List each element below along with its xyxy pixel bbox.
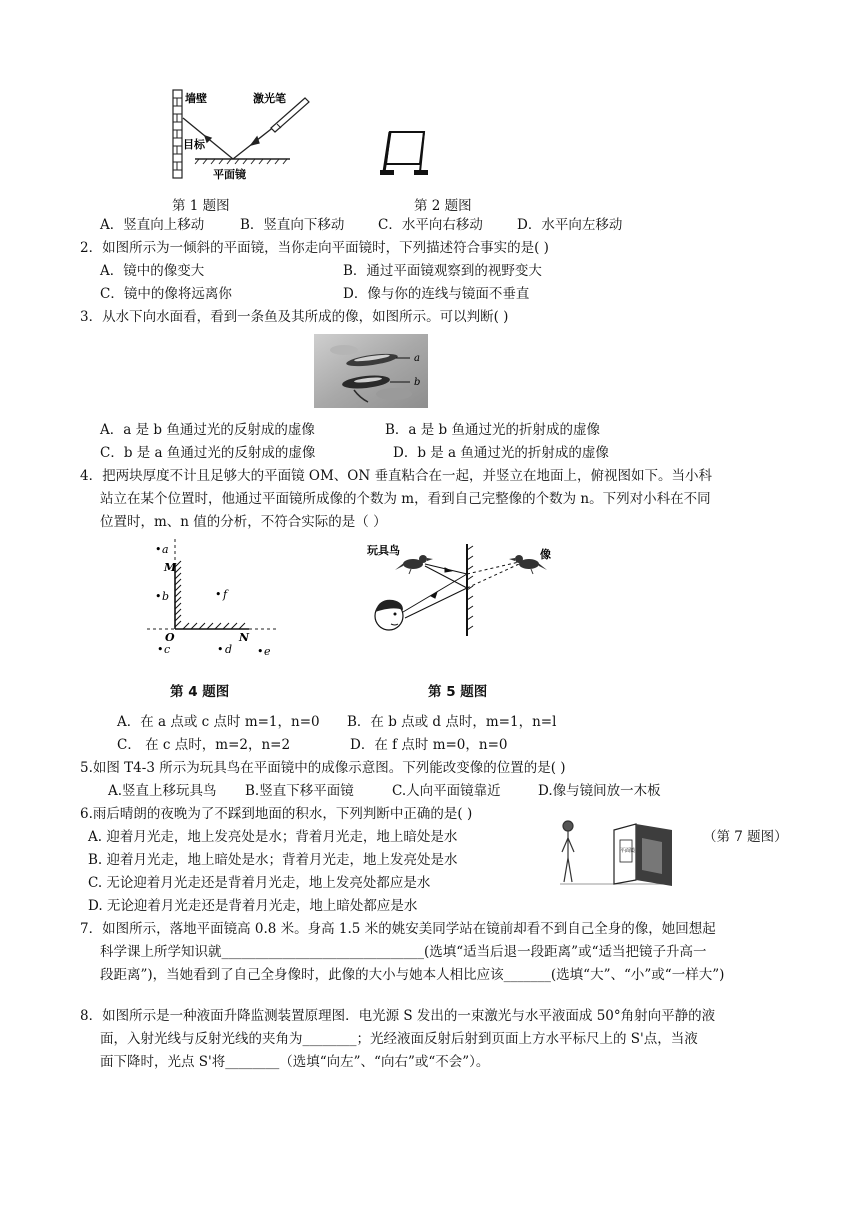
q5-option-d: D.像与镜间放一木板 (538, 783, 661, 799)
q1-option-a: A．竖直向上移动 (100, 217, 205, 233)
q3-option-d: D．b 是 a 鱼通过光的折射成的虚像 (393, 445, 609, 461)
person-head (375, 600, 403, 630)
mirror-frame (614, 824, 672, 886)
q2-option-a: A．镜中的像变大 (100, 263, 205, 279)
q6-option-c: C. 无论迎着月光走还是背着月光走，地上发亮处都应是水 (88, 875, 431, 891)
q3-stem: 3．从水下向水面看，看到一条鱼及其所成的像，如图所示。可以判断( ) (80, 309, 509, 325)
label-o: O (165, 631, 175, 644)
figure-4-caption: 第 4 题图 (170, 684, 230, 700)
svg-text:•: • (257, 645, 264, 658)
q5-option-b: B.竖直下移平面镜 (245, 783, 354, 799)
label-wall: 墙壁 (185, 92, 207, 105)
q4-line-3: 位置时，m、n 值的分析，不符合实际的是（ ） (100, 514, 387, 530)
label-n: N (239, 631, 250, 644)
q4-option-a: A．在 a 点或 c 点时 m=1，n=0 (117, 714, 320, 730)
label-mirror: 平面镜 (213, 168, 246, 181)
q5-option-a: A.竖直上移玩具鸟 (108, 783, 217, 799)
q7-line-1: 7．如图所示，落地平面镜高 0.8 米。身高 1.5 米的姚安美同学站在镜前却看不到自己全身的像，她回想起 (80, 921, 716, 937)
figure-7-floor-mirror (558, 818, 674, 890)
q5-option-c: C.人向平面镜靠近 (392, 783, 501, 799)
label-image: 像 (540, 548, 551, 561)
q1-option-d: D．水平向左移动 (517, 217, 623, 233)
label-laser: 激光笔 (253, 92, 286, 105)
mirror-surface (195, 159, 290, 164)
svg-text:•: • (217, 643, 224, 656)
q4-option-c: C． 在 c 点时，m=2，n=2 (117, 737, 291, 753)
figure-1-laser-mirror (165, 88, 310, 183)
q2-option-d: D．像与你的连线与镜面不垂直 (343, 286, 530, 302)
q8-line-2: 面，入射光线与反射光线的夹角为________；光经液面反射后射到页面上方水平标尺上的 S'点，当液 (100, 1031, 698, 1047)
label-target: 目标 (183, 138, 205, 151)
wall (173, 90, 182, 178)
q1-option-c: C．水平向右移动 (378, 217, 483, 233)
point-c: c (164, 643, 171, 656)
point-a: a (162, 543, 169, 556)
q2-option-b: B．通过平面镜观察到的视野变大 (343, 263, 542, 279)
point-b: b (162, 590, 170, 603)
label-b: b (414, 377, 421, 388)
q4-line-2: 站立在某个位置时，他通过平面镜所成像的个数为 m，看到自己完整像的个数为 n。下列对小科在不同 (100, 491, 711, 507)
label-m: M (164, 561, 177, 574)
q6-stem: 6.雨后晴朗的夜晚为了不踩到地面的积水，下列判断中正确的是( ) (80, 806, 473, 822)
point-e: e (264, 645, 271, 658)
q5-stem: 5.如图 T4-3 所示为玩具鸟在平面镜中的成像示意图。下列能改变像的位置的是( ) (80, 760, 566, 776)
light-rays (403, 562, 519, 618)
q3-option-c: C．b 是 a 鱼通过光的反射成的虚像 (100, 445, 316, 461)
figure-4-perpendicular-mirrors (145, 537, 280, 662)
q8-line-3: 面下降时，光点 S'将________（选填“向左”、“向右”或“不会”）。 (100, 1054, 490, 1070)
q6-option-a: A. 迎着月光走，地上发亮处是水；背着月光走，地上暗处是水 (88, 829, 458, 845)
figure-2-tilted-mirror (380, 128, 430, 178)
q4-line-1: 4．把两块厚度不计且足够大的平面镜 OM、ON 垂直粘合在一起，并竖立在地面上，俯视图如下。当小科 (80, 468, 712, 484)
figure-5-caption: 第 5 题图 (428, 684, 488, 700)
figure-3-fish-photo (314, 334, 428, 408)
q2-stem: 2．如图所示为一倾斜的平面镜，当你走向平面镜时，下列描述符合事实的是( ) (80, 240, 549, 256)
point-f: f (223, 588, 228, 601)
svg-text:•: • (155, 543, 162, 556)
label-mirror: 平面镜 (620, 848, 636, 854)
q2-option-c: C．镜中的像将远离你 (100, 286, 232, 302)
point-d: d (225, 643, 233, 656)
q6-option-d: D. 无论迎着月光走还是背着月光走，地上暗处都应是水 (88, 898, 418, 914)
label-a: a (414, 353, 420, 364)
q4-option-d: D．在 f 点时 m=0，n=0 (350, 737, 508, 753)
person (562, 821, 574, 882)
q4-option-b: B．在 b 点或 d 点时，m=1，n=l (347, 714, 557, 730)
label-toy-bird: 玩具鸟 (367, 544, 400, 557)
q1-option-b: B．竖直向下移动 (240, 217, 345, 233)
svg-text:•: • (215, 588, 222, 601)
figure-7-caption: （第 7 题图） (703, 829, 788, 845)
q6-option-b: B. 迎着月光走，地上暗处是水；背着月光走，地上发亮处是水 (88, 852, 458, 868)
q8-line-1: 8．如图所示是一种液面升降监测装置原理图．电光源 S 发出的一束激光与水平液面成 50°角射向平静的液 (80, 1008, 716, 1024)
figure-1-caption: 第 1 题图 (172, 198, 230, 214)
q3-option-a: A．a 是 b 鱼通过光的反射成的虚像 (100, 422, 315, 438)
svg-text:•: • (157, 643, 164, 656)
figure-5-toy-bird-mirror (365, 540, 575, 640)
q3-option-b: B．a 是 b 鱼通过光的折射成的虚像 (385, 422, 600, 438)
mirror (467, 544, 473, 636)
svg-text:•: • (155, 590, 162, 603)
figure-2-caption: 第 2 题图 (414, 198, 472, 214)
q7-line-2: 科学课上所学知识就______________________________(选填“适当后退一段距离”或“适当把镜子升高一 (100, 944, 707, 960)
q7-line-3: 段距离”)，当她看到了自己全身像时，此像的大小与她本人相比应该_______(选填“大”、“小”或“一样大”) (100, 967, 725, 983)
